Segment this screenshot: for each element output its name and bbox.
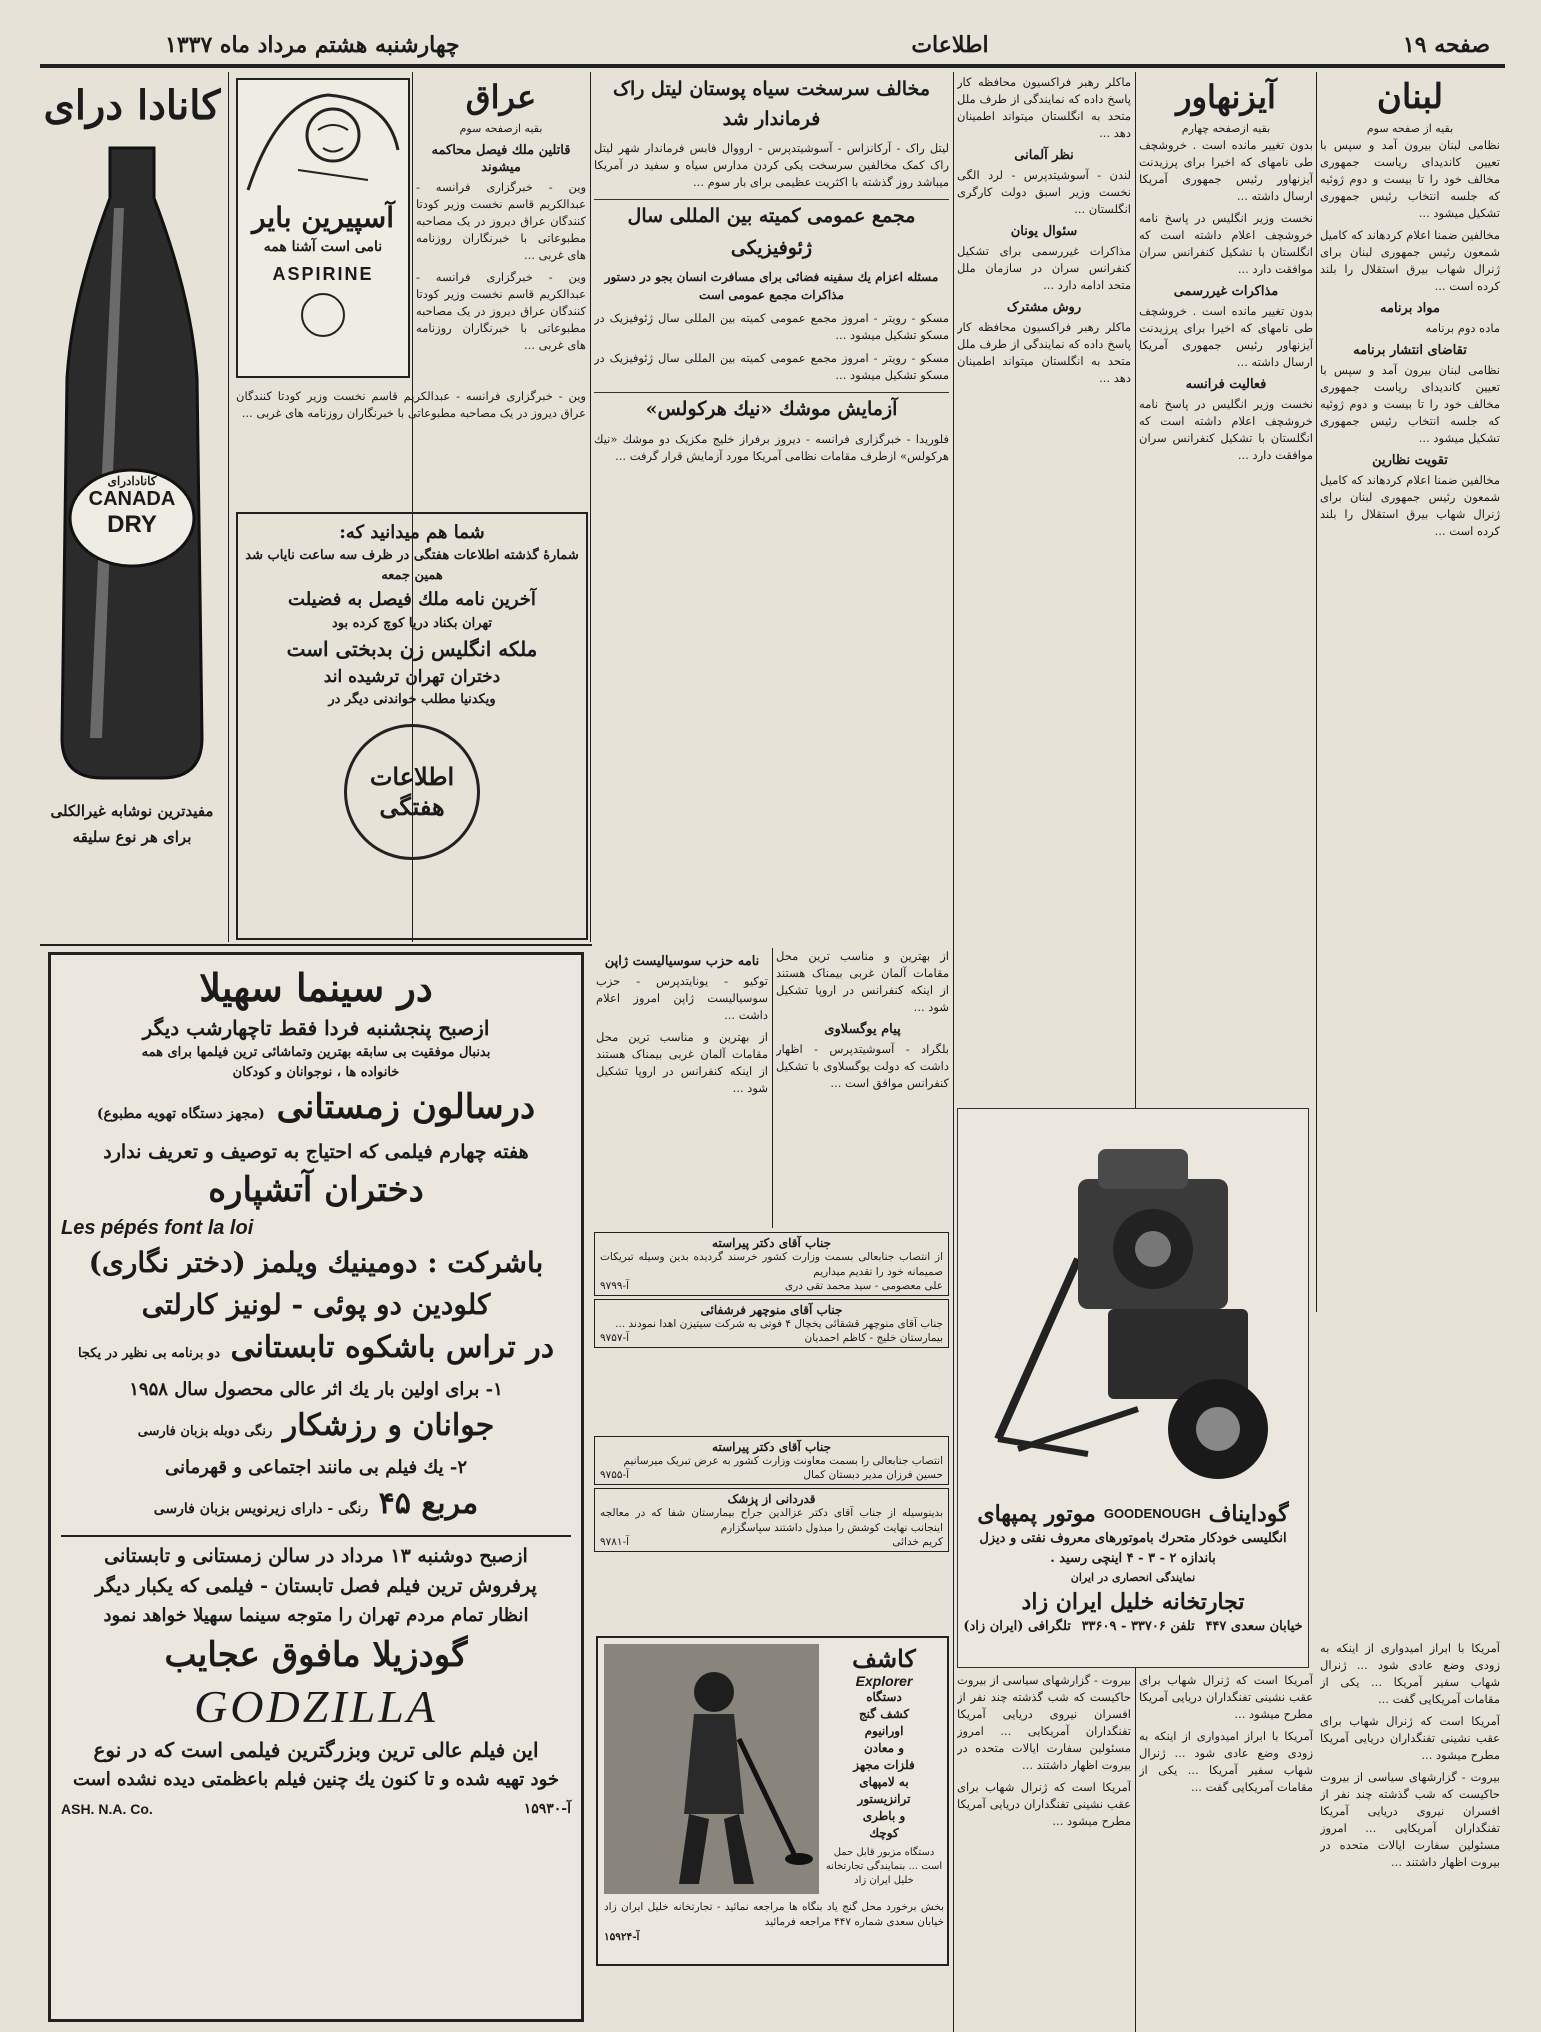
pump-line: نمایندگی انحصاری در ایران [1070,1571,1196,1584]
lebanon-article [1320,74,1500,1634]
canada-heading: کانادا درای [43,82,221,129]
bottle-label: کانادادرای CANADA DRY [88,474,176,538]
thanks-notices [594,1232,949,1432]
column-rule [1135,72,1136,2032]
issue-date: چهارشنبه هشتم مرداد ماه ۱۳۳۷ [165,32,460,58]
littlerock-lead: لیتل راک - آرکانزاس - آسوشیتدپرس - ارووال فابس فرماندار شهر لیتل راک کمک مخالفین سرسخت یکی کردن مدارس سیاه و سفید در آمریکا میباشد روز گذشته با اکثریت عظیمی برای بار سوم ... [594,141,949,189]
notice-line: شمارهٔ گذشته اطلاعات هفتگی در ظرف سه ساعت نایاب شد [245,548,579,563]
godzilla-title-en: GODZILLA [194,1681,438,1732]
ad-code: آ-۱۵۹۳۰ [523,1801,571,1817]
iraq-paragraph: وین - خبرگزاری فرانسه - عبدالکریم قاسم نخست وزیر کودتا کنندگان عراق دیروز در یک مصاحبه مطبوعاتی با خبرنگاران روزنامه های غربی ... [416,270,586,352]
cinema-line: این فیلم عالی ترین وبزرگترین فیلمی است که در نوع [93,1738,539,1762]
macmillan-paragraph: ماکلر رهبر فراکسیون محافظه کار پاسخ داده که نمایندگی از طرف ملل متحد به انگلستان میتواند اطمینان دهد ... [957,320,1131,385]
ettelaat-weekly-emblem: اطلاعات هفتگی [344,724,480,860]
eisenhower-continued: بقیه ازصفحه چهارم [1181,122,1271,135]
column-rule [228,72,229,942]
thanks-notice: جناب آقای دکتر پیراسته از انتصاب جنابعالی بسمت وزارت کشور خرسند گردیده بدین وسیله تبریکات صمیمانه خود را تقدیم میداریم علی معصومی - سید محمد تقی دری آ-۹۷۹۹ [594,1232,949,1296]
pump-headline: گودایناف GOODENOUGH موتور پمپهای [977,1501,1289,1527]
cinema-line: ۱- برای اولین بار یك اثر عالی محصول سال ۱۹۵۸ [129,1379,503,1400]
cinema-line: ازصبح دوشنبه ۱۳ مرداد در سالن زمستانی و تابستانی [104,1545,528,1567]
iraq-continued: بقیه ازصفحه سوم [459,122,543,135]
eisenhower-subhead: فعالیت فرانسه [1185,377,1267,392]
missile-headline: آزمایش موشك «نیك هركولس» [594,392,949,425]
aspirin-ad [236,78,410,378]
lebanon-paragraph: مخالفین ضمنا اعلام کردهاند که کامیل شمعون رئیس جمهوری لبنان برای ژنرال شهاب بیرق استقلال را بلند کرده است ... [1320,473,1500,538]
eisenhower-subhead: مذاکرات غیررسمی [1173,284,1279,299]
notice-line: تهران بکناد دریا کوچ کرده بود [331,616,493,631]
goodenough-pump-ad [957,1108,1309,1668]
cinema-winter-hall: درسالون زمستانی (مجهز دستگاه تهویه مطبوع) [96,1087,536,1127]
lebanon-paragraph: نظامی لبنان بیرون آمد و سپس با تعیین کاندیدای ریاست جمهوری مخالف خود را تا بیست و دوم ژوئیه که جلسه انتخاب رئیس جمهوری تشکیل میشود ... [1320,363,1500,445]
bottom-column: آمریکا است که ژنرال شهاب برای عقب نشینی تفنگداران دریایی آمریکا مطرح میشود ... آمریکا با ابراز امیدواری از اینکه به زودی وضع عادی شود ... ژنرال شهاب سفیر آمریکا ... یکی از مقامات آمریکایی گفت ... [1139,1673,1313,1794]
aspirin-brand: ASPIRINE [272,264,374,284]
agency-code: ASH. N.A. Co. [61,1801,153,1817]
small-news-paragraph: از بهترین و مناسب ترین محل مقامات آلمان غربی بیمناک هستند از اینکه کنفرانس در اروپا تشکیل شود ... [596,1030,768,1095]
iraq-continuation: وین - خبرگزاری فرانسه - عبدالکریم قاسم نخست وزیر کودتا کنندگان عراق دیروز در یک مصاحبه مطبوعاتی با خبرنگاران روزنامه های غربی ... [236,389,586,420]
cinema-line: خانواده ها ، نوجوانان و کودکان [232,1065,400,1080]
macmillan-subhead: روش مشترک [1006,300,1082,315]
lebanon-subhead: تقاضای انتشار برنامه [1353,343,1467,358]
notice-line: دختران تهران ترشیده اند [323,667,501,687]
lebanon-continued: بقیه از صفحه سوم [1366,122,1454,135]
thanks-notice: قدردانی از پزشک بدینوسیله از جناب آقای دکتر عزالدین جراح بیمارستان شفا که در معالجه اینجانب نهایت کوشش را مبذول داشتند سپاسگزارم کریم خدائی آ-۹۷۸۱ [594,1488,949,1552]
newspaper-name: اطلاعات [911,32,989,58]
pump-line: باندازه ۲ - ۳ - ۴ اینچی رسید . [1050,1551,1216,1566]
thanks-notices-2 [594,1436,949,1636]
column-rule [772,948,773,1228]
small-news-left [596,948,768,1228]
assembly-headline: مجمع عمومی کمیته بین المللی سال ژئوفیزیکی [594,199,949,264]
film-title-fr: Les pépés font la loi [61,1217,254,1239]
assembly-text: مسکو - رویتر - امروز مجمع عمومی کمیته بین المللی سال ژئوفیزیک در مسکو تشکیل میشود ... [594,351,949,382]
bottle-illustration [42,138,222,788]
cinema-line: ازصبح پنجشنبه فردا فقط تاچهارشب دیگر [142,1016,490,1040]
cinema-line: کلودین دو پوئی - لونیز کارلتی [141,1288,491,1321]
notice-line: ملکه انگلیس زن بدبختی است [286,637,538,661]
bottom-column: آمریکا با ابراز امیدواری از اینکه به زودی وضع عادی شود ... ژنرال شهاب سفیر آمریکا ... یکی از مقامات آمریکایی گفت ... آمریکا است که ژنرال شهاب برای عقب نشینی تفنگداران دریایی آمریکا مطرح میشود ... بیروت - گزارشهای سیاسی از بیروت حاکیست که شب گذشته چند نفر از افسران نیروی دریایی آمریکا تفنگداران آمریکایی ... امروز مسئولین سفارت ایالات متحده در بیروت اظهار داشتند ... [1320,1641,1500,1869]
assembly-subheadline: مسئله اعزام یك سفینه فضائی برای مسافرت انسان بجو در دستور مذاکرات مجمع عمومی است [604,270,939,302]
masthead-rule [40,64,1505,68]
kashef-copy: کاشف Explorer دستگاه کشف گنج اورانیوم و معادن فلزات مجهز به لامپهای ترانزیستور و باطری کوچك دستگاه مزبور قابل حمل است ... بنمایندگی تجارتخانه خلیل ایران زاد [825,1644,943,1886]
eisenhower-paragraph: نخست وزیر انگلیس در پاسخ نامه خروشچف اعلام داشته است که انگلستان با تشکیل کنفرانس سران موافقت دارد ... [1139,211,1313,276]
iraq-title: عراق [465,78,537,116]
assembly-text: مسکو - رویتر - امروز مجمع عمومی کمیته بین المللی سال ژئوفیزیک در مسکو تشکیل میشود ... [594,311,949,342]
cinema-line: بدنبال موفقیت بی سابقه بهترین وتماشائی ترین فیلمها برای همه [141,1045,491,1060]
notice-line: ویکدنیا مطلب خواندنی دیگر در [328,692,496,707]
macmillan-paragraph: مذاکرات غیررسمی برای تشکیل کنفرانس سران در سازمان ملل متحد ادامه دارد ... [957,244,1131,292]
iraq-paragraph: وین - خبرگزاری فرانسه - عبدالکریم قاسم نخست وزیر کودتا کنندگان عراق دیروز در یک مصاحبه مطبوعاتی با خبرنگاران روزنامه های غربی ... [416,180,586,262]
page-number: صفحه ۱۹ [1402,32,1490,58]
lebanon-subhead: مواد برنامه [1380,301,1440,316]
eisenhower-paragraph: بدون تغییر مانده است . خروشچف طی نامهای که اخیرا برای پرزیدنت آیزنهاور رئیس جمهوری آمریکا ارسال داشته ... [1139,138,1313,203]
cinema-line: انظار تمام مردم تهران را متوجه سینما سهیلا خواهد نمود [103,1605,529,1626]
kashef-footer: بخش برخورد محل گنج یاد بنگاه ها مراجعه نمائید - تجارتخانه خلیل ایران زاد خیابان سعدی شماره ۴۴۷ مراجعه فرمائید آ-۱۵۹۲۴ [604,1901,944,1943]
cinema-soheila-ad [48,952,584,2022]
small-news-subhead: پیام یوگسلاوی [824,1022,901,1037]
film-youth: جوانان و رزشکار رنگی دوبله بزبان فارسی [137,1408,495,1443]
cinema-line: خود تهیه شده و تا کنون یك چنین فیلم باعظمتی دیده نشده است [73,1769,559,1790]
small-news-paragraph: بلگراد - آسوشیتدپرس - اظهار داشت که دولت یوگسلاوی با تشکیل کنفرانس موافق است ... [776,1042,949,1090]
small-news-right [776,948,949,1228]
pump-company: تجارتخانه خلیل ایران زاد [1021,1589,1245,1615]
cinema-title: در سینما سهیلا [199,965,433,1010]
pump-contact: خیابان سعدی ۴۴۷ تلفن ۳۳۷۰۶ - ۳۳۶۰۹ تلگرافی (ایران زاد) [963,1619,1303,1634]
aspirin-illustration [238,80,408,200]
lebanon-paragraph: ماده دوم برنامه [1425,321,1500,335]
eisenhower-paragraph: نخست وزیر انگلیس در پاسخ نامه خروشچف اعلام داشته است که انگلستان با تشکیل کنفرانس سران موافقت دارد ... [1139,397,1313,462]
canada-tagline: مفیدترین نوشابه غیرالکلی [50,802,214,820]
column-rule [590,72,591,942]
explorer-photo [604,1644,819,1894]
small-news-subhead: نامه حزب سوسیالیست ژاپن [604,954,760,969]
macmillan-paragraph: ماکلر رهبر فراکسیون محافظه کار پاسخ داده که نمایندگی از طرف ملل متحد به انگلستان میتواند اطمینان دهد ... [957,75,1131,140]
film-square45: مربع ۴۵ رنگی - دارای زیرنویس بزبان فارسی [153,1486,479,1521]
eisenhower-paragraph: بدون تغییر مانده است . خروشچف طی نامهای که اخیرا برای پرزیدنت آیزنهاور رئیس جمهوری آمریکا ارسال داشته ... [1139,304,1313,369]
notice-title: شما هم میدانید که: [339,522,485,543]
film-title-fa: دختران آتشپاره [208,1170,424,1210]
macmillan-article [957,74,1131,1104]
lebanon-paragraph: مخالفین ضمنا اعلام کردهاند که کامیل شمعون رئیس جمهوری لبنان برای ژنرال شهاب بیرق استقلال را بلند کرده است ... [1320,228,1500,293]
pump-illustration [958,1109,1308,1499]
small-news-paragraph: توکیو - یونایتدپرس - حزب سوسیالیست ژاپن امروز اعلام داشت ... [596,974,768,1022]
bayer-cross-icon [301,293,345,337]
missile-text: فلوریدا - خبرگزاری فرانسه - دیروز برفراز خلیج مکزیک دو موشك «نیك هركولس» ازطرف مقامات نظامی آمریکا مورد آزمایش قرار گرفت ... [594,432,949,463]
godzilla-title-fa: گودزیلا مافوق عجایب [164,1635,468,1675]
littlerock-headline: مخالف سرسخت سیاه پوستان لیتل راک فرماندار شد [612,78,930,130]
notice-line: همین جمعه [381,568,443,583]
cinema-line: هفته چهارم فیلمی که احتیاج به توصیف و تعریف ندارد [103,1141,529,1163]
macmillan-paragraph: لندن - آسوشیتدپرس - لرد الگی نخست وزیر اسبق دولت کارگری انگلستان ... [957,168,1131,216]
cinema-line: پرفروش ترین فیلم فصل تابستان - فیلمی که یکبار دیگر [95,1575,537,1597]
lebanon-paragraph: نظامی لبنان بیرون آمد و سپس با تعیین کاندیدای ریاست جمهوری مخالف خود را تا بیست و دوم ژوئیه که جلسه انتخاب رئیس جمهوری تشکیل میشود ... [1320,138,1500,220]
aspirin-heading: آسپیرین بایر [251,201,394,234]
section-rule [40,944,592,946]
macmillan-subhead: نظر آلمانی [1014,148,1074,163]
eisenhower-title: آیزنهاور [1176,78,1276,116]
small-news-paragraph: از بهترین و مناسب ترین محل مقامات آلمان غربی بیمناک هستند از اینکه کنفرانس در اروپا تشکیل شود ... [776,949,949,1014]
thanks-notice: جناب آقای دکتر پیراسته انتصاب جنابعالی را بسمت معاونت وزارت کشور به عرض تبریک میرسانیم حسین فرزان مدیر دبستان کمال آ-۹۷۵۵ [594,1436,949,1485]
littlerock-article [594,74,949,940]
lebanon-title: لبنان [1376,77,1444,117]
kashef-explorer-ad [596,1636,949,1966]
column-rule [953,72,954,2032]
lebanon-subhead: تقویت نظارین [1372,453,1448,468]
macmillan-subhead: سئوال یونان [1010,224,1078,239]
eisenhower-article [1139,74,1313,1104]
notice-line: آخرین نامه ملك فیصل به فضیلت [288,589,536,610]
cinema-line: باشرکت : دومینیك ویلمز (دختر نگاری) [88,1246,544,1279]
aspirin-subheading: نامی است آشنا همه [263,239,383,255]
canada-dry-ad [42,74,222,934]
pump-line: انگلیسی خودکار متحرك باموتورهای معروف نفتی و دیزل [979,1531,1287,1546]
thanks-notice: جناب آقای منوچهر فرشفائی جناب آقای منوچهر قشقائی یخچال ۴ فوتی به شرکت سیتیزن اهدا نمودند ... بیمارستان خلیج - کاظم احمدیان آ-۹۷۵۷ [594,1299,949,1348]
column-rule [1316,72,1317,1312]
canada-tagline2: برای هر نوع سلیقه [72,828,192,846]
weekly-notice [236,512,588,940]
iraq-subhead: قاتلین ملك فیصل محاکمه میشوند [431,143,571,175]
cinema-line: ۲- یك فیلم بی مانند اجتماعی و قهرمانی [164,1457,468,1478]
bottom-column: بیروت - گزارشهای سیاسی از بیروت حاکیست که شب گذشته چند نفر از افسران نیروی دریایی آمریکا تفنگداران آمریکایی ... امروز مسئولین سفارت ایالات متحده در بیروت اظهار داشتند ... آمریکا است که ژنرال شهاب برای عقب نشینی تفنگداران دریایی آمریکا مطرح میشود ... [957,1673,1131,1828]
cinema-terrace: در تراس باشکوه تابستانی دو برنامه بی نظیر در یکجا [77,1330,555,1365]
